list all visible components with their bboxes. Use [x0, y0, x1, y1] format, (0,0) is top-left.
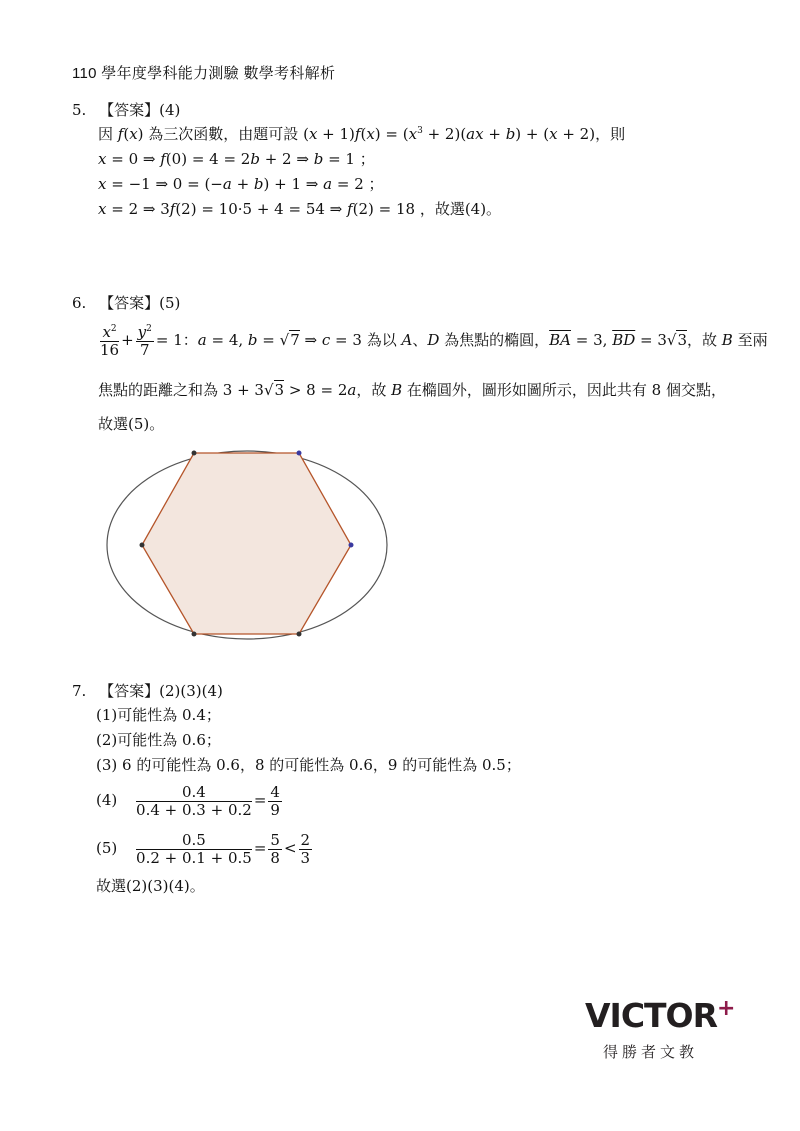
question-5-answer: (4)	[159, 101, 181, 119]
fraction-4-9: $\frac{4}{9}$	[270, 782, 280, 819]
vertex-point	[297, 632, 302, 637]
question-6-answer: (5)	[159, 294, 181, 312]
question-7-item-5: (5) $\frac{0.5}{0.2 + 0.1 + 0.5}$ = $\frac{5}{8}$ < $\frac{2}{3}$	[96, 830, 311, 867]
fraction-5-8: $\frac{5}{8}$	[270, 830, 280, 867]
question-5-line-2: x = 0 ⇒ f(0) = 4 = 2b + 2 ⇒ b = 1 ；	[98, 150, 375, 168]
fraction-2-3: $\frac{2}{3}$	[300, 830, 311, 867]
fraction-item-4: $\frac{0.4}{0.4 + 0.3 + 0.2}$	[136, 782, 252, 819]
question-6-line-2: 焦點的距離之和為 3 + 3√3 > 8 = 2a，故 B 在橢圓外，圖形如圖所示，因此共有 8 個交點，	[98, 381, 726, 399]
fraction-y2-7: $\frac{y^2}{7}$	[137, 322, 152, 359]
logo-wordmark: VICTOR	[585, 996, 718, 1035]
vertex-point	[192, 632, 197, 637]
question-5-line-3: x = −1 ⇒ 0 = (−a + b) + 1 ⇒ a = 2 ；	[98, 175, 384, 193]
question-7-item-4: (4) $\frac{0.4}{0.4 + 0.3 + 0.2}$ = $\frac{4}{9}$	[96, 782, 280, 819]
focus-point	[349, 543, 354, 548]
question-7-item-2: (2)可能性為 0.6；	[96, 731, 221, 749]
logo-tagline: 得勝者文教	[603, 1043, 699, 1061]
vertex-point	[192, 451, 197, 456]
hexagon	[142, 453, 351, 634]
ellipse-hexagon-figure	[100, 445, 400, 645]
question-7-answer: (2)(3)(4)	[159, 682, 223, 700]
question-6-line-1: $\frac{x^2}{16}$ + $\frac{y^2}{7}$ = 1：a = 4, b = √7 ⇒ c = 3 為以 A、D 為焦點的橢圓，$\overline{BA} = 3$, $\overline{BD} = 3√3$，故 B 至兩	[100, 322, 768, 359]
question-6-number: 6.	[72, 294, 87, 312]
focus-point	[297, 451, 302, 456]
question-7-item-1: (1)可能性為 0.4；	[96, 706, 221, 724]
question-5-heading	[72, 100, 180, 120]
answer-label: 【答案】	[99, 682, 160, 700]
question-5-line-1: 因 f(x) 為三次函數，由題可設 $(x + 1)f(x) = (x^3 + 2)(ax + b) + (x + 2)$，則	[98, 125, 626, 143]
question-7-heading	[72, 681, 223, 701]
question-5-number: 5.	[72, 101, 87, 119]
question-6-heading	[72, 293, 180, 313]
fraction-item-5: $\frac{0.5}{0.2 + 0.1 + 0.5}$	[136, 830, 252, 867]
logo-plus-icon: +	[717, 996, 736, 1021]
question-7-item-3: (3) 6 的可能性為 0.6，8 的可能性為 0.6，9 的可能性為 0.5；	[96, 756, 521, 774]
vertex-point	[140, 543, 145, 548]
question-7-conclusion: 故選(2)(3)(4)。	[96, 877, 205, 895]
question-5-line-4: x = 2 ⇒ 3f(2) = 10·5 + 4 = 54 ⇒ f(2) = 18 ，故選(4)。	[98, 200, 502, 218]
victor-logo	[585, 992, 736, 1061]
question-6-line-3: 故選(5)。	[98, 415, 165, 433]
answer-label: 【答案】	[99, 294, 160, 312]
answer-label: 【答案】	[99, 101, 160, 119]
fraction-x2-16: $\frac{x^2}{16}$	[100, 322, 120, 359]
question-7-number: 7.	[72, 682, 87, 700]
page-header: 110 學年度學科能力測驗 數學考科解析	[72, 65, 336, 82]
